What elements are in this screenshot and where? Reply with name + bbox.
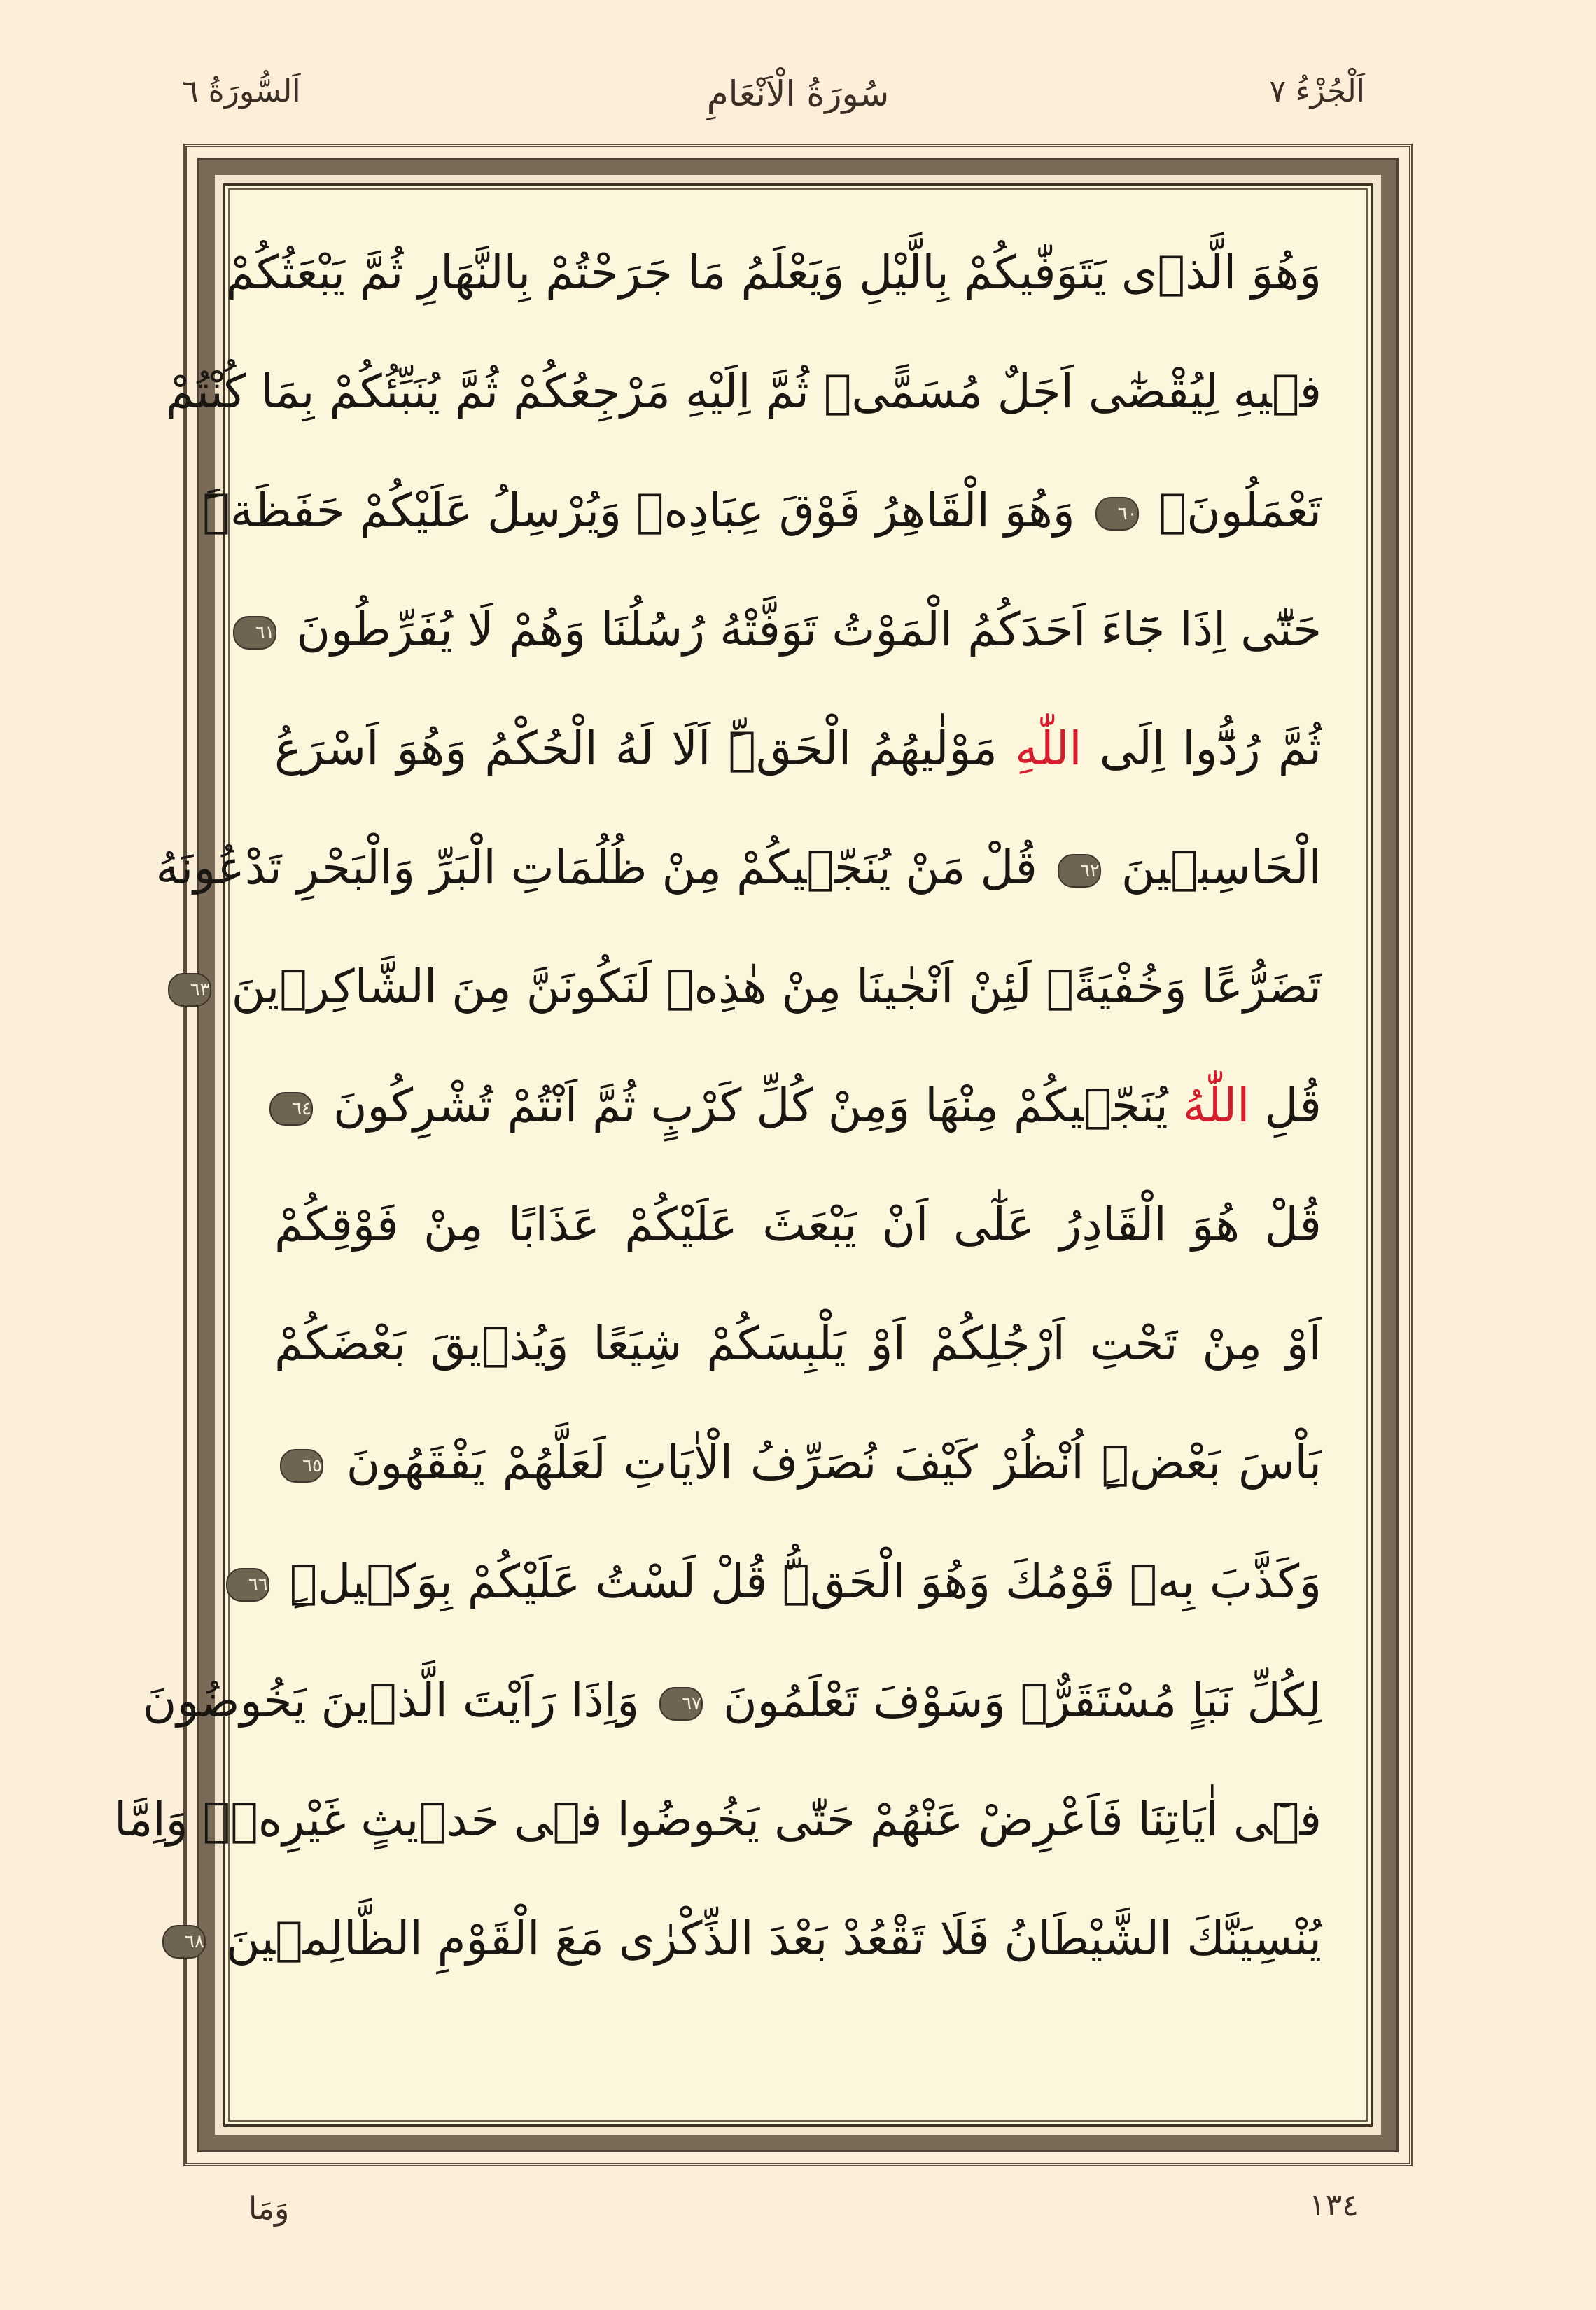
verse-line-13 (142, 1642, 1322, 1760)
divine-name: اللّٰهِ (1014, 722, 1082, 776)
verse-line-2 (165, 332, 1322, 451)
line-text: وَاِذَا رَاَيْتَ الَّذٖينَ يَخُوضُونَ (142, 1674, 640, 1728)
line-text: فٖيهِ لِيُقْضٰٓى اَجَلٌ مُسَمًّىۚ ثُمَّ اِلَيْهِ مَرْجِعُكُمْ ثُمَّ يُنَبِّئُكُمْ بِمَا كُنْتُمْ (165, 365, 1322, 419)
ayah-number-marker: ٦٦ (226, 1568, 270, 1602)
page-number: ١٣٤ (1309, 2188, 1359, 2223)
verse-line-9 (274, 1166, 1322, 1284)
surah-title: سُورَةُ الْاَنْعَامِ (706, 74, 890, 114)
ayah-number-marker: ٦٥ (280, 1449, 323, 1483)
catchword: وَمَا (248, 2191, 290, 2227)
line-text: تَضَرُّعًا وَخُفْيَةًۚ لَئِنْ اَنْجٰينَا مِنْ هٰذِهٖ لَنَكُونَنَّ مِنَ الشَّاكِرٖينَ (231, 960, 1322, 1014)
verse-line-1 (225, 214, 1322, 332)
juz-label: اَلْجُزْءُ ٧ (1269, 74, 1365, 109)
ayah-number-marker: ٦١ (233, 616, 276, 650)
line-text: قُلْ هُوَ الْقَادِرُ عَلٰٓى اَنْ يَبْعَثَ عَلَيْكُمْ عَذَابًا مِنْ فَوْقِكُمْ (274, 1198, 1322, 1252)
verse-line-4 (255, 570, 1322, 690)
verse-line-5 (274, 690, 1322, 808)
line-text: قُلِ (1264, 1079, 1322, 1133)
surah-number-label: اَلسُّورَةُ ٦ (182, 74, 301, 109)
ayah-number-marker: ٦٣ (168, 973, 211, 1007)
verse-line-15 (185, 1879, 1322, 1998)
verse-line-10 (274, 1284, 1322, 1404)
line-text: مَوْلٰيهُمُ الْحَقِّۜ اَلَا لَهُ الْحُكْمُ وَهُوَ اَسْرَعُ (274, 722, 997, 776)
verse-line-6 (155, 808, 1322, 927)
verse-line-11 (274, 1404, 1322, 1522)
frame-inner-border (113, 175, 1381, 2135)
line-text: وَهُوَ الَّذٖى يَتَوَفّٰيكُمْ بِالَّيْلِ وَيَعْلَمُ مَا جَرَحْتُمْ بِالنَّهَارِ ثُمَّ يَبْعَثُكُمْ (225, 246, 1322, 300)
line-text: قُلْ مَنْ يُنَجّٖيكُمْ مِنْ ظُلُمَاتِ الْبَرِّ وَالْبَحْرِ تَدْعُونَهُ (155, 841, 1037, 895)
verse-line-8 (274, 1046, 1322, 1166)
ayah-number-marker: ٦٤ (270, 1092, 313, 1126)
line-text: يُنْسِيَنَّكَ الشَّيْطَانُ فَلَا تَقْعُدْ بَعْدَ الذِّكْرٰى مَعَ الْقَوْمِ الظَّالِمٖينَ (225, 1912, 1322, 1966)
divine-name: اللّٰهُ (1182, 1079, 1250, 1133)
text-panel (113, 183, 1373, 2127)
ayah-number-marker: ٦٢ (1058, 854, 1101, 888)
frame-border-band (113, 158, 1399, 2152)
verse-line-3 (202, 451, 1322, 570)
line-text: تَعْمَلُونَ۟ (1158, 484, 1322, 538)
verse-line-12 (248, 1522, 1322, 1642)
line-text: الْحَاسِبٖينَ (1121, 841, 1322, 895)
ayah-number-marker: ٦٠ (1096, 497, 1139, 531)
line-text: وَهُوَ الْقَاهِرُ فَوْقَ عِبَادِهٖ وَيُرْسِلُ عَلَيْكُمْ حَفَظَةًۜ (202, 484, 1075, 538)
ayah-number-marker: ٦٨ (162, 1925, 206, 1959)
line-text: وَكَذَّبَ بِهٖ قَوْمُكَ وَهُوَ الْحَقُّۜ قُلْ لَسْتُ عَلَيْكُمْ بِوَكٖيلٍۜ (289, 1555, 1322, 1609)
line-text: فٖٓى اٰيَاتِنَا فَاَعْرِضْ عَنْهُمْ حَتّٰى يَخُوضُوا فٖى حَدٖيثٍ غَيْرِهٖۜ وَاِمَّا (113, 1793, 1322, 1847)
line-text: بَاْسَ بَعْضٍۜ اُنْظُرْ كَيْفَ نُصَرِّفُ الْاٰيَاتِ لَعَلَّهُمْ يَفْقَهُونَ (346, 1436, 1322, 1490)
page-frame (113, 144, 1413, 2166)
ayah-number-marker: ٦٧ (659, 1687, 703, 1721)
line-text: حَتّٰٓى اِذَا جَٓاءَ اَحَدَكُمُ الْمَوْتُ تَوَفَّتْهُ رُسُلُنَا وَهُمْ لَا يُفَرِّطُونَ (296, 603, 1322, 657)
line-text: اَوْ مِنْ تَحْتِ اَرْجُلِكُمْ اَوْ يَلْبِسَكُمْ شِيَعًا وَيُذٖيقَ بَعْضَكُمْ (274, 1317, 1322, 1371)
line-text: ثُمَّ رُدُّٓوا اِلَى (1099, 722, 1322, 776)
verse-line-14 (113, 1760, 1322, 1879)
verse-line-7 (190, 927, 1322, 1046)
line-text: لِكُلِّ نَبَاٍ مُسْتَقَرٌّۘ وَسَوْفَ تَعْلَمُونَ (723, 1674, 1322, 1728)
line-text: يُنَجّٖيكُمْ مِنْهَا وَمِنْ كُلِّ كَرْبٍ ثُمَّ اَنْتُمْ تُشْرِكُونَ (333, 1079, 1168, 1133)
